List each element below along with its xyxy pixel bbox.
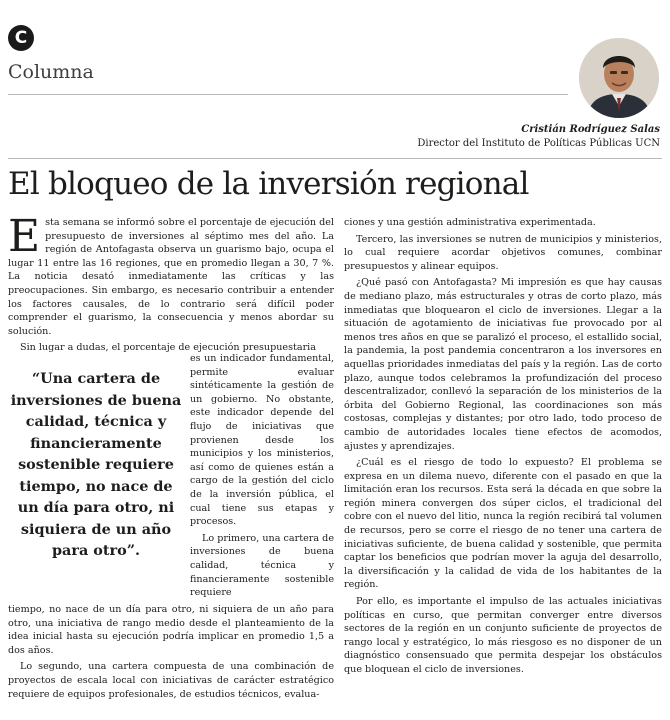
- article-headline: El bloqueo de la inversión regional: [8, 166, 529, 202]
- section-label: Columna: [8, 61, 94, 83]
- column-logo: [8, 25, 34, 51]
- paragraph-2-wrap: es un indicador fundamental, permite evaluar sintéticamente la gestión de un gobierno. No obstante, este indicador depende del flujo de iniciativas que provienen desde los municipios y los ministerios, así como de quienes están a cargo de la gestión del ciclo de la inversión pública, el cual tiene sus etapas y procesos.: [190, 353, 334, 528]
- paragraph-7: ¿Cuál es el riesgo de todo lo expuesto? El problema se expresa en un dilema nuevo, diferente con el pasado en que la limitación eran los recursos. Esta será la década en que sobre la región minera convergen dos súper ciclos, el tradicional del cobre con el nuevo del litio, nunca la región recibirá tal volumen de recursos, pero se corre el riesgo de no tener una cartera de iniciativas suficiente, de buena calidad y sostenible, que permita captar los beneficios que podrían mover la aguja del desarrollo, la diversificación y la calidad de vida de los habitantes de la región.: [344, 457, 662, 591]
- paragraph-8: Por ello, es importante el impulso de las actuales iniciativas políticas en curso, que permitan converger entre diversos sectores de la región en un conjunto suficiente de proyectos de rango local y estratégico, lo más riesgoso es no disponer de un diagnóstico consensuado que permita despejar los obstáculos que bloquean el ciclo de inversiones.: [344, 596, 662, 675]
- paragraph-5: Tercero, las inversiones se nutren de municipios y ministerios, lo cual requiere acordar objetivos comunes, combinar presupuestos y alinear equipos.: [344, 233, 662, 272]
- paragraph-4-continued: ciones y una gestión administrativa experimentada.: [344, 217, 596, 228]
- paragraph-3-continued: tiempo, no nace de un día para otro, ni siquiera de un año para otro, una iniciativa de rango medio desde el planteamiento de la idea inicial hasta su ejecución podría implicar en promedio 1,5 a dos años.: [8, 604, 334, 656]
- intro-paragraph: [8, 211, 334, 338]
- paragraph-3-wrap: Lo primero, una cartera de inversiones de buena calidad, técnica y financieramente sostenible requiere: [190, 532, 334, 599]
- article-lower-column: [8, 603, 334, 704]
- paragraph-2-start: Sin lugar a dudas, el porcentaje de ejecución presupuestaria: [20, 342, 316, 354]
- header-divider: [8, 94, 568, 95]
- article-right-column: [344, 216, 662, 680]
- author-portrait-icon: [579, 38, 659, 118]
- author-photo: [579, 38, 659, 118]
- author-name: Cristián Rodríguez Salas: [521, 124, 660, 135]
- intro-text: sta semana se informó sobre el porcentaje de ejecución del presupuesto de inversiones al séptimo mes del año. La región de Antofagasta observa un guarismo bajo, ocupa el lugar 11 entre las 16 regiones, que en promedio llegan a 30, 7 %. La noticia desató inmediatamente las críticas y las preocupaciones. Sin embargo, es necesario contribuir a entender los factores causales, de lo contrario será difícil poder comprender el guarismo, la consecuencia y menos abordar su solución.: [8, 217, 334, 337]
- paragraph-4: Lo segundo, una cartera compuesta de una combinación de proyectos de escala local con iniciativas de carácter estratégico requiere de equipos profesionales, de estudios técnicos, evalua-: [8, 661, 334, 700]
- paragraph-6: ¿Qué pasó con Antofagasta? Mi impresión es que hay causas de mediano plazo, más estructurales y otras de corto plazo, más inmediatas que bloquearon el ciclo de inversiones. Llegar a la situación de agotamiento de iniciativas fue provocado por al menos tres años en que se paralizó el proceso, el estallido social, la pandemia, la post pandemia concentraron a los inversores en aquellas prioridades inmediatas del país y la región. Las de corto plazo, aunque todos celebramos la profundización del proceso descentralizador, conllevó la separación de los ministerios de la órbita del Gobierno Regional, las coordinaciones son más costosas, complejas y distantes; por otro lado, todo proceso de cambio de autoridades locales tiene efectos de acomodos, ajustes y aprendizajes.: [344, 277, 662, 452]
- article-intro: [8, 211, 334, 355]
- pull-quote: “Una cartera de inversiones de buena calidad, técnica y financieramente sostenible requiere tiempo, no nace de un día para otro, ni siquiera de un año para otro”.: [10, 370, 182, 559]
- author-role: Director del Instituto de Políticas Públicas UCN: [417, 138, 660, 149]
- article-wrap-column: [190, 352, 334, 600]
- headline-divider: [8, 158, 662, 159]
- logo-letter: C: [14, 28, 28, 48]
- drop-cap: E: [8, 211, 41, 262]
